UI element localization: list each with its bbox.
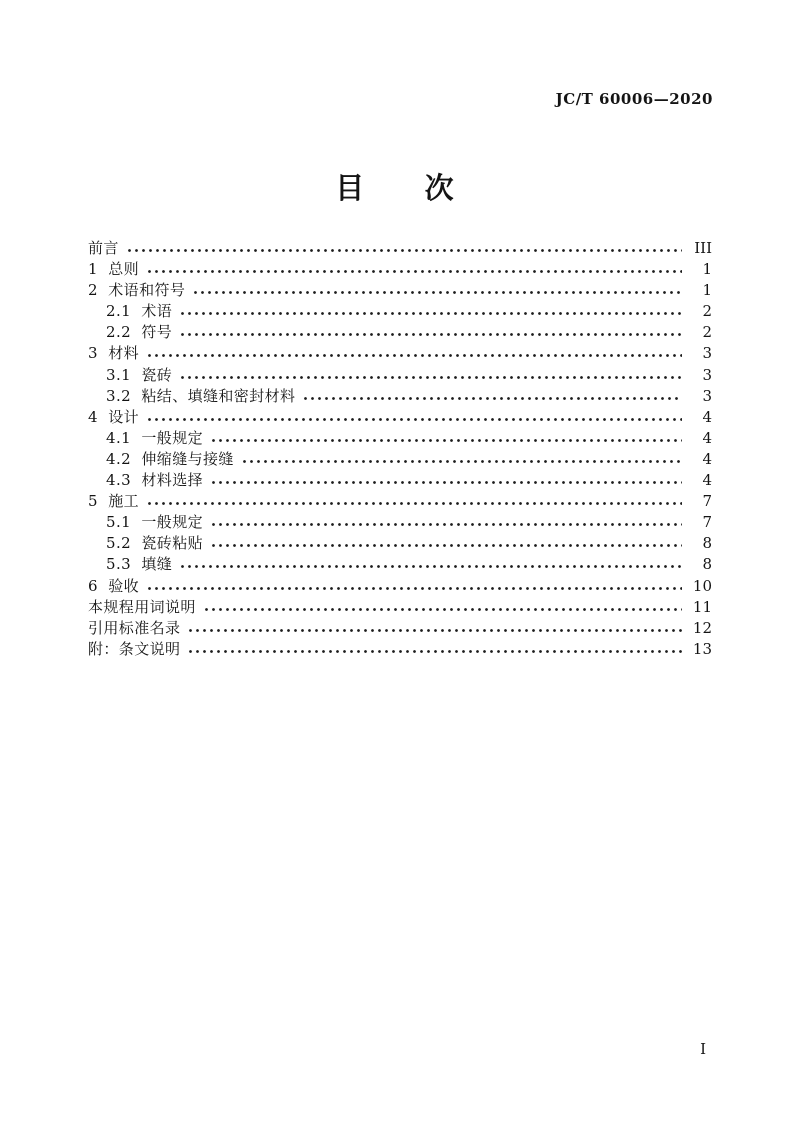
- dot-leader: [146, 417, 682, 422]
- dot-leader: [146, 501, 682, 506]
- toc-entry-page: 4: [702, 407, 712, 426]
- toc-entry-page: 3: [702, 386, 712, 405]
- toc-entry-label: 4.3 材料选择: [106, 471, 203, 490]
- toc-entry-label: 本规程用词说明: [88, 597, 196, 616]
- toc-entry-label: 2.1 术语: [106, 302, 173, 321]
- toc-entry: [88, 321, 712, 342]
- toc-entry-label: 2 术语和符号: [88, 281, 186, 300]
- toc-entry: [88, 490, 712, 511]
- toc-entry: [88, 406, 712, 427]
- toc-entry-label: 4.2 伸缩缝与接缝: [106, 449, 234, 468]
- dot-leader: [179, 375, 682, 380]
- toc-entry: [88, 469, 712, 490]
- dot-leader: [302, 396, 682, 401]
- toc-entry-label: 5 施工: [88, 492, 140, 511]
- toc-entry: [88, 596, 712, 617]
- toc-entry-page: 8: [702, 534, 712, 553]
- toc-entry: [88, 511, 712, 532]
- toc-entry-page: III: [694, 239, 712, 257]
- toc-entry-page: 2: [702, 302, 712, 321]
- toc-entry-label: 5.3 填缝: [106, 555, 173, 574]
- toc-entry: [88, 532, 712, 553]
- toc-entry: [88, 427, 712, 448]
- toc-entry: [88, 258, 712, 279]
- toc-entry-label: 3.1 瓷砖: [106, 365, 173, 384]
- dot-leader: [179, 311, 682, 316]
- dot-leader: [146, 353, 682, 358]
- toc-entry-label: 2.2 符号: [106, 323, 173, 342]
- toc-entry: [88, 385, 712, 406]
- toc-entry-page: 11: [692, 597, 712, 616]
- toc-entry-label: 引用标准名录: [88, 618, 181, 637]
- toc-entry-page: 4: [702, 428, 712, 447]
- toc-entry-label: 3.2 粘结、填缝和密封材料: [106, 386, 296, 405]
- toc-entry: [88, 617, 712, 638]
- dot-leader: [210, 543, 682, 548]
- toc-entry-page: 8: [702, 555, 712, 574]
- toc-entry-page: 13: [692, 639, 712, 658]
- toc-entry-label: 4 设计: [88, 407, 140, 426]
- toc-entry: [88, 364, 712, 385]
- toc-entry-label: 附：条文说明: [88, 639, 181, 658]
- dot-leader: [192, 290, 682, 295]
- toc-entry: [88, 553, 712, 574]
- toc-entry-label: 5.2 瓷砖粘贴: [106, 534, 203, 553]
- toc-entry-page: 3: [702, 344, 712, 363]
- dot-leader: [241, 459, 682, 464]
- toc-entry: [88, 342, 712, 363]
- toc-entry: [88, 300, 712, 321]
- toc-entry-label: 前言: [88, 239, 119, 257]
- dot-leader: [179, 332, 682, 337]
- toc-entry: [88, 638, 712, 659]
- toc-entry-page: 3: [702, 365, 712, 384]
- toc-entry-page: 12: [692, 618, 712, 637]
- toc-entry: [88, 279, 712, 300]
- toc-entry-page: 10: [692, 576, 712, 595]
- toc-entry-label: 5.1 一般规定: [106, 513, 203, 532]
- toc-entry-page: 2: [702, 323, 712, 342]
- toc-entry-label: 6 验收: [88, 576, 140, 595]
- toc-entry-page: 7: [702, 492, 712, 511]
- toc-entry: [88, 575, 712, 596]
- dot-leader: [210, 522, 682, 527]
- toc-entry-page: 1: [702, 260, 712, 279]
- dot-leader: [203, 607, 682, 612]
- dot-leader: [187, 649, 682, 654]
- toc-entry-page: 7: [702, 513, 712, 532]
- toc-entry-page: 1: [702, 281, 712, 300]
- page-title: 目 次: [335, 171, 458, 205]
- dot-leader: [187, 628, 682, 633]
- toc-entry-label: 4.1 一般规定: [106, 428, 203, 447]
- toc-entry: [88, 448, 712, 469]
- footer-page-number: I: [700, 1040, 706, 1058]
- dot-leader: [146, 586, 682, 591]
- standard-number-header: JC/T 60006—2020: [555, 90, 713, 108]
- dot-leader: [179, 564, 682, 569]
- dot-leader: [210, 480, 682, 485]
- dot-leader: [126, 248, 682, 253]
- toc-entry-page: 4: [702, 471, 712, 490]
- toc-entry: [88, 237, 712, 258]
- toc-entry-label: 3 材料: [88, 344, 140, 363]
- toc-entry-label: 1 总则: [88, 260, 140, 279]
- toc-entry-page: 4: [702, 449, 712, 468]
- table-of-contents: [88, 237, 712, 659]
- dot-leader: [146, 269, 682, 274]
- dot-leader: [210, 438, 682, 443]
